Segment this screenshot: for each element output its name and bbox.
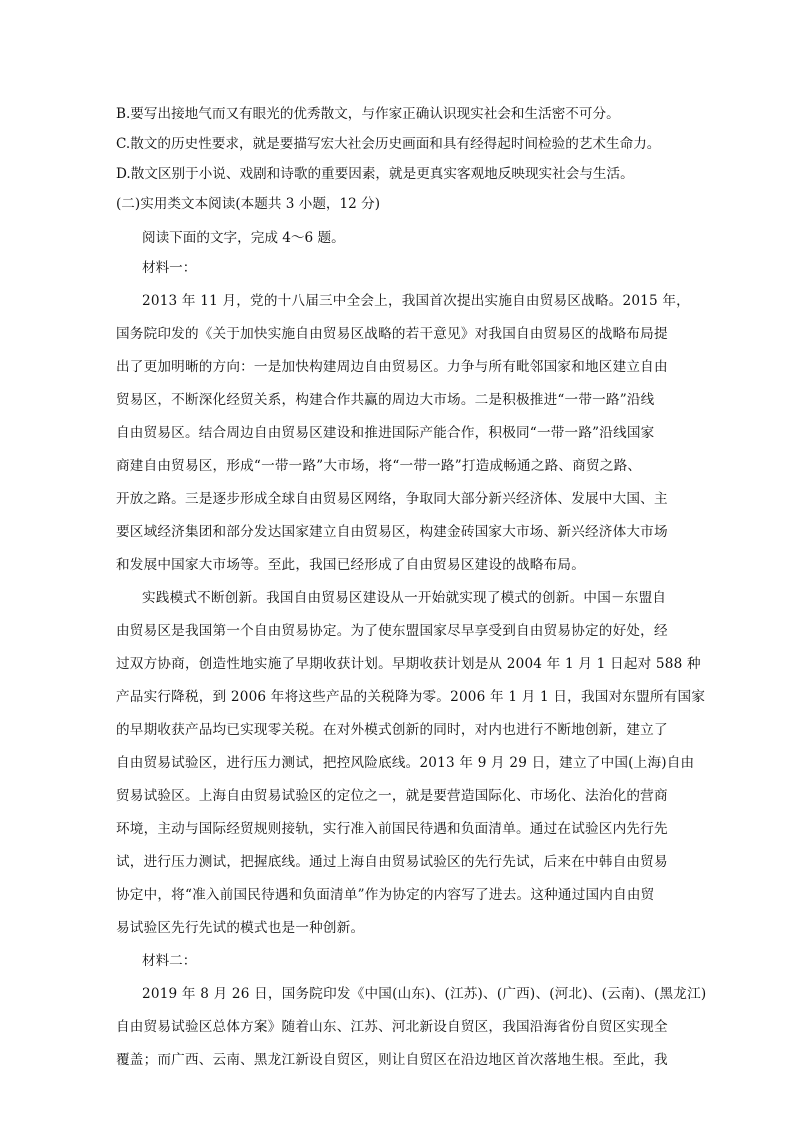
option-d: D.散文区别于小说、戏剧和诗歌的重要因素，就是更真实客观地反映现实社会与生活。 bbox=[116, 166, 634, 182]
paragraph-line: 贸易试验区。上海自由贸易试验区的定位之一，就是要营造国际化、市场化、法治化的营商 bbox=[116, 788, 668, 804]
paragraph-line: 产品实行降税，到 2006 年将这些产品的关税降为零。2006 年 1 月 1 日，我国对东盟所有国家 bbox=[116, 689, 706, 705]
paragraph-line: 覆盖；而广西、云南、黑龙江新设自贸区，则让自贸区在沿边地区首次落地生根。至此，我 bbox=[116, 1052, 668, 1068]
paragraph-line: 自由贸易试验区总体方案》随着山东、江苏、河北新设自贸区，我国沿海省份自贸区实现全 bbox=[116, 1019, 668, 1035]
paragraph-line: 和发展中国家大市场等。至此，我国已经形成了自由贸易区建设的战略布局。 bbox=[116, 557, 585, 573]
paragraph-line: 由贸易区是我国第一个自由贸易协定。为了使东盟国家尽早享受到自由贸易协定的好处，经 bbox=[116, 623, 668, 639]
paragraph-line: 协定中，将“准入前国民待遇和负面清单”作为协定的内容写了进去。这种通过国内自由贸 bbox=[116, 887, 655, 903]
section-heading: (二)实用类文本阅读(本题共 3 小题，12 分) bbox=[116, 196, 381, 212]
paragraph-line: 自由贸易试验区，进行压力测试，把控风险底线。2013 年 9 月 29 日，建立了中国(上海)自由 bbox=[116, 755, 695, 771]
paragraph-line: 试，进行压力测试，把握底线。通过上海自由贸易试验区的先行先试，后来在中韩自由贸易 bbox=[116, 854, 668, 870]
paragraph-line: 环境，主动与国际经贸规则接轨，实行准入前国民待遇和负面清单。通过在试验区内先行先 bbox=[116, 821, 668, 837]
paragraph-line: 2019 年 8 月 26 日，国务院印发《中国(山东)、(江苏)、(广西)、(河北)、(云南)、(黑龙江) bbox=[142, 986, 707, 1002]
option-c: C.散文的历史性要求，就是要描写宏大社会历史画面和具有经得起时间检验的艺术生命力。 bbox=[116, 136, 661, 152]
paragraph-line: 开放之路。三是逐步形成全球自由贸易区网络，争取同大部分新兴经济体、发展中大国、主 bbox=[116, 491, 668, 507]
paragraph-line: 出了更加明晰的方向：一是加快构建周边自由贸易区。力争与所有毗邻国家和地区建立自由 bbox=[116, 359, 668, 375]
reading-instruction: 阅读下面的文字，完成 4～6 题。 bbox=[142, 230, 345, 246]
paragraph-line: 实践模式不断创新。我国自由贸易区建设从一开始就实现了模式的创新。中国－东盟自 bbox=[142, 590, 667, 606]
paragraph-line: 自由贸易区。结合周边自由贸易区建设和推进国际产能合作，积极同“一带一路”沿线国家 bbox=[116, 425, 655, 441]
paragraph-line: 过双方协商，创造性地实施了早期收获计划。早期收获计划是从 2004 年 1 月 1 日起对 588 种 bbox=[116, 656, 701, 672]
option-b: B.要写出接地气而又有眼光的优秀散文，与作家正确认识现实社会和生活密不可分。 bbox=[116, 106, 620, 122]
paragraph-line: 商建自由贸易区，形成“一带一路”大市场，将“一带一路”打造成畅通之路、商贸之路、 bbox=[116, 458, 642, 474]
paragraph-line: 易试验区先行先试的模式也是一种创新。 bbox=[116, 920, 365, 936]
paragraph-line: 2013 年 11 月，党的十八届三中全会上，我国首次提出实施自由贸易区战略。2015 年， bbox=[142, 293, 690, 309]
paragraph-line: 贸易区，不断深化经贸关系，构建合作共赢的周边大市场。二是积极推进“一带一路”沿线 bbox=[116, 392, 655, 408]
paragraph-line: 国务院印发的《关于加快实施自由贸易区战略的若干意见》对我国自由贸易区的战略布局提 bbox=[116, 326, 668, 342]
paragraph-line: 要区域经济集团和部分发达国家建立自由贸易区，构建金砖国家大市场、新兴经济体大市场 bbox=[116, 524, 668, 540]
paragraph-line: 的早期收获产品均已实现零关税。在对外模式创新的同时，对内也进行不断地创新，建立了 bbox=[116, 722, 668, 738]
material-two-label: 材料二： bbox=[142, 953, 197, 969]
material-one-label: 材料一： bbox=[142, 260, 197, 276]
